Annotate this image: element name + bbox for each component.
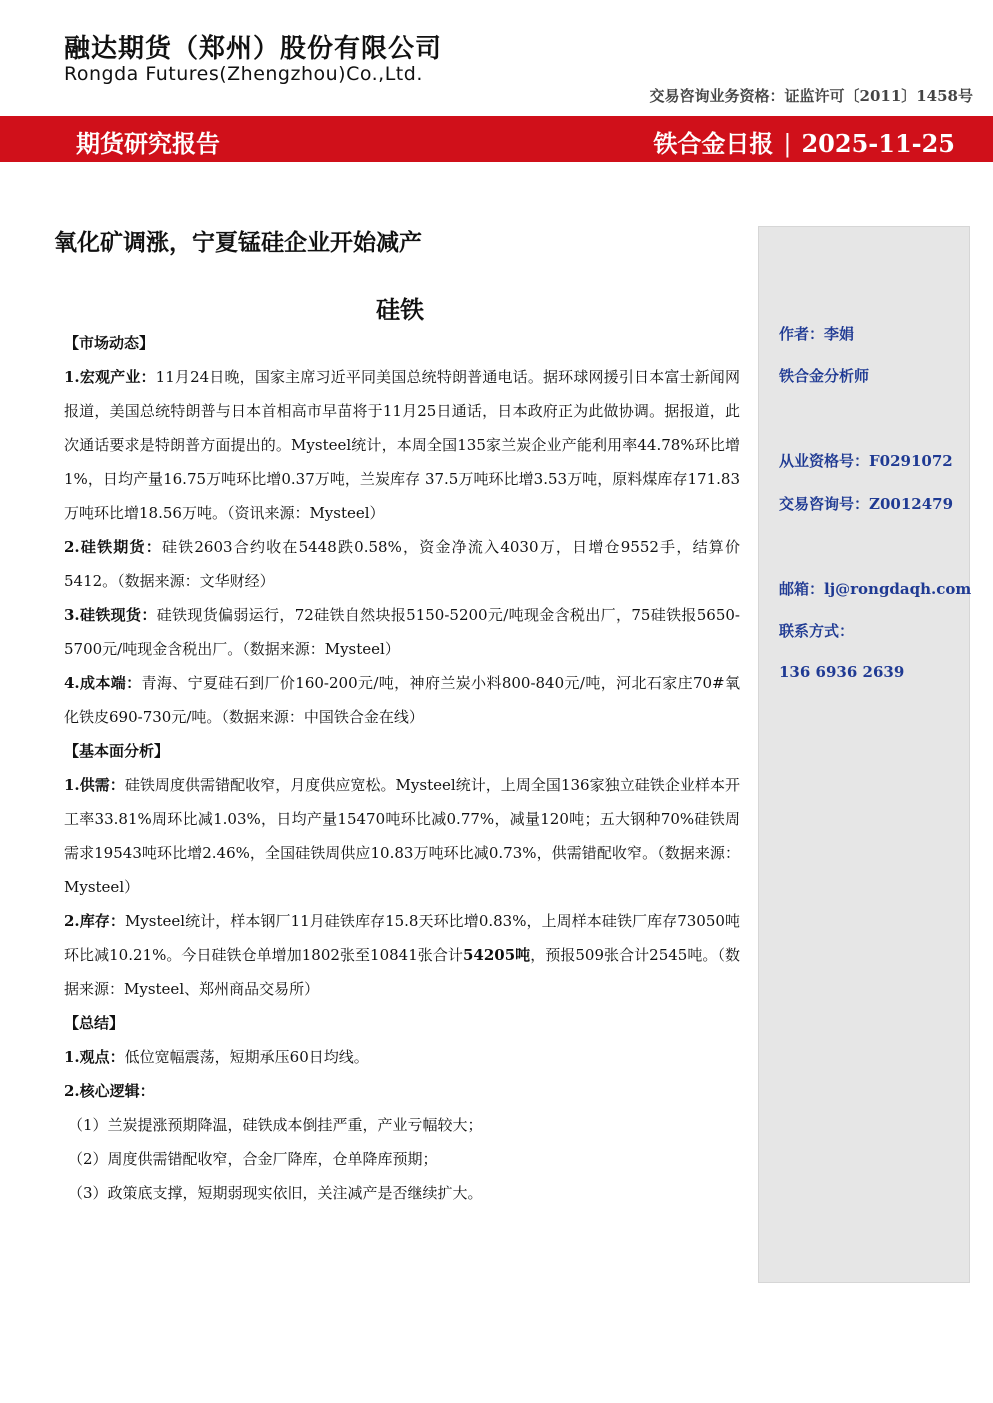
market-item-futures <box>64 530 740 598</box>
company-name-en: Rongda Futures(Zhengzhou)Co.,Ltd. <box>64 63 423 85</box>
author-email: 邮箱：lj@rongdaqh.com <box>779 580 972 598</box>
report-type: 铁合金日报 <box>653 129 774 158</box>
logic-item: （3）政策底支撑，短期弱现实依旧，关注减产是否继续扩大。 <box>68 1184 483 1202</box>
author-sidebar <box>758 226 970 1283</box>
summary-heading: 【总结】 <box>64 1014 125 1032</box>
item-label: 2.硅铁期货： <box>64 538 162 556</box>
contact-phone: 136 6936 2639 <box>779 663 905 681</box>
fundamental-item-inventory <box>64 904 740 1006</box>
banner-separator: | <box>783 130 792 158</box>
consult-number: 交易咨询号：Z0012479 <box>779 495 954 513</box>
banner-report-label: 期货研究报告 <box>76 129 220 158</box>
summary-item-view <box>64 1040 740 1074</box>
author-role: 铁合金分析师 <box>779 367 870 385</box>
market-item-macro <box>64 360 740 530</box>
qualification-number: 从业资格号：F0291072 <box>779 452 953 470</box>
article-title: 氧化矿调涨，宁夏锰硅企业开始减产 <box>54 229 422 256</box>
item-label: 3.硅铁现货： <box>64 606 157 624</box>
fundamental-item-supply <box>64 768 740 904</box>
logic-item: （2）周度供需错配收窄，合金厂降库，仓单降库预期； <box>68 1150 438 1168</box>
market-item-spot <box>64 598 740 666</box>
item-text: 低位宽幅震荡，短期承压60日均线。 <box>124 1048 369 1066</box>
report-banner <box>0 116 993 162</box>
market-item-cost <box>64 666 740 734</box>
section-title: 硅铁 <box>376 295 424 324</box>
report-date: 2025-11-25 <box>801 129 955 158</box>
logic-item: （1）兰炭提涨预期降温，硅铁成本倒挂严重，产业亏幅较大； <box>68 1116 483 1134</box>
item-text: 硅铁周度供需错配收窄，月度供应宽松。Mysteel统计，上周全国136家独立硅铁企业样本开工率33.81%周环比减1.03%，日均产量15470吨环比减0.77%，减量120吨；五大钢种70%硅铁周需求19543吨环比增2.46%，全国硅铁周供应10.83万吨环比减0.73%，供需错配收窄。（数据来源：Mysteel） <box>64 776 740 896</box>
company-name-cn: 融达期货（郑州）股份有限公司 <box>64 34 443 64</box>
banner-right <box>653 124 955 159</box>
item-label: 4.成本端： <box>64 674 142 692</box>
market-heading: 【市场动态】 <box>64 334 155 352</box>
item-highlight: 54205吨 <box>462 946 531 964</box>
item-text: 硅铁现货偏弱运行，72硅铁自然块报5150-5200元/吨现金含税出厂，75硅铁报5650-5700元/吨现金含税出厂。（数据来源：Mysteel） <box>64 606 740 658</box>
summary-item-logic: 2.核心逻辑： <box>64 1082 155 1100</box>
item-text: ，预报509张合计2545吨。（数据来源：Mysteel、郑州商品交易所） <box>64 946 741 998</box>
article-body <box>64 326 740 1210</box>
item-text: Mysteel统计，样本钢厂11月硅铁库存15.8天环比增0.83%，上周样本硅铁厂库存73050吨环比减10.21%。今日硅铁仓单增加1802张至10841张合计 <box>64 912 740 964</box>
item-text: 11月24日晚，国家主席习近平同美国总统特朗普通电话。据环球网援引日本富士新闻网报道，美国总统特朗普与日本首相高市早苗将于11月25日通话，日本政府正为此做协调。据报道，此次通话要求是特朗普方面提出的。Mysteel统计，本周全国135家兰炭企业产能利用率44.78%环比增1%，日均产量16.75万吨环比增0.37万吨，兰炭库存 37.5万吨环比增3.53万吨，原料煤库存171.83万吨环比增18.56万吨。（资讯来源：Mysteel） <box>64 368 740 522</box>
item-label: 1.观点： <box>64 1048 125 1066</box>
item-label: 1.宏观产业： <box>64 368 156 386</box>
author-name: 作者：李娟 <box>779 325 855 343</box>
license-text: 交易咨询业务资格：证监许可〔2011〕1458号 <box>649 87 973 105</box>
item-label: 1.供需： <box>64 776 125 794</box>
item-text: 硅铁2603合约收在5448跌0.58%，资金净流入4030万，日增仓9552手，结算价5412。（数据来源：文华财经） <box>64 538 740 590</box>
contact-label: 联系方式： <box>779 622 855 640</box>
fundamental-heading: 【基本面分析】 <box>64 742 170 760</box>
item-label: 2.库存： <box>64 912 125 930</box>
item-text: 青海、宁夏硅石到厂价160-200元/吨，神府兰炭小料800-840元/吨，河北石家庄70#氧化铁皮690-730元/吨。（数据来源：中国铁合金在线） <box>64 674 740 726</box>
